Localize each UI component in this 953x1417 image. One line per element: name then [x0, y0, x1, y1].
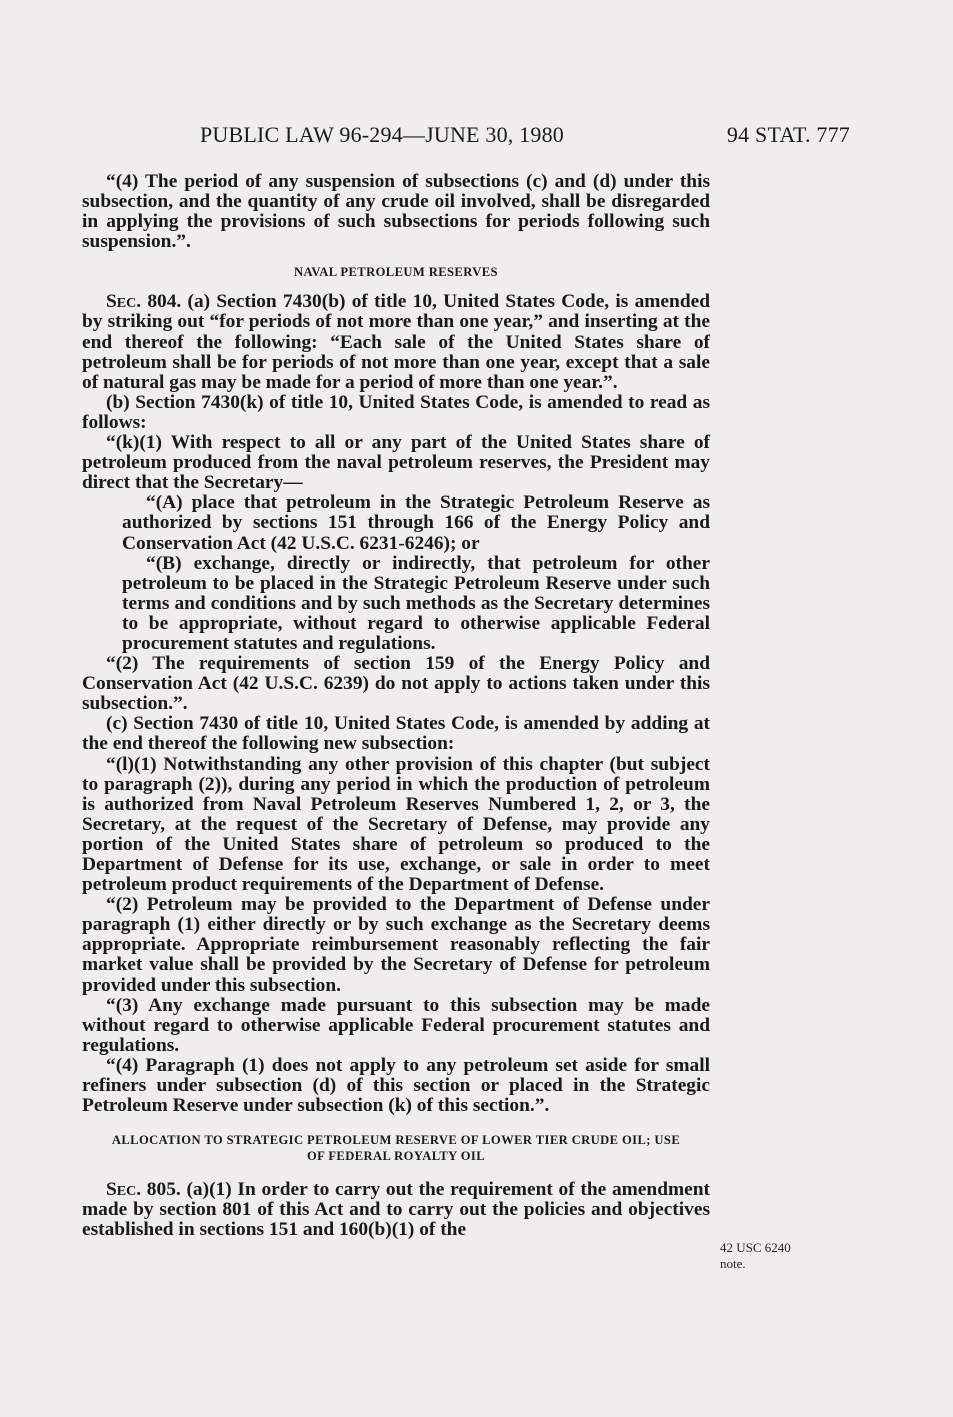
section-heading-allocation: ALLOCATION TO STRATEGIC PETROLEUM RESERVE OF LOWER TIER CRUDE OIL; USE OF FEDERAL ROYALTY OIL [111, 1133, 681, 1164]
margin-note-suffix: note. [720, 1256, 746, 1271]
margin-note [720, 1240, 791, 1272]
paragraph-indented: “(B) exchange, directly or indirectly, that petroleum for other petroleum to be placed in the Strategic Petroleum Reserve under such terms and conditions and by such methods as the Secretary determines to be appropriate, without regard to otherwise applicable Federal procurement statutes and regulations. [122, 552, 710, 654]
paragraph-sec-804 [82, 292, 710, 392]
section-label: Sec. [106, 291, 142, 313]
header-title: PUBLIC LAW 96-294—JUNE 30, 1980 [200, 122, 564, 147]
header-stat-page: 94 STAT. 777 [726, 122, 850, 147]
paragraph-indented: “(A) place that petroleum in the Strategic Petroleum Reserve as authorized by sections 151 through 166 of the Energy Policy and Conservation Act (42 U.S.C. 6231-6246); or [122, 492, 710, 554]
section-heading-naval: NAVAL PETROLEUM RESERVES [294, 265, 498, 280]
paragraph: (c) Section 7430 of title 10, United States Code, is amended by adding at the end thereof the following new subsection: [82, 713, 710, 755]
document-body [82, 172, 710, 1241]
section-label: Sec. [106, 1179, 142, 1201]
paragraph-sec-805 [82, 1180, 710, 1240]
margin-note-citation: 42 USC 6240 [720, 1240, 791, 1255]
paragraph: “(k)(1) With respect to all or any part of the United States share of petroleum produced from the naval petroleum reserves, the President may direct that the Secretary— [82, 432, 710, 494]
paragraph: “(2) The requirements of section 159 of the Energy Policy and Conservation Act (42 U.S.C. 6239) do not apply to actions taken under this subsection.”. [82, 653, 710, 715]
paragraph-text: 804. (a) Section 7430(b) of title 10, United States Code, is amended by striking out “for periods of not more than one year,” and inserting at the end thereof the following: “Each sale of the United States share of petroleum shall be for periods of not more than one year, except that a sale of natural gas may be made for a period of more than one year.”. [82, 291, 710, 393]
paragraph: “(3) Any exchange made pursuant to this subsection may be made without regard to otherwise applicable Federal procurement statutes and regulations. [82, 994, 710, 1056]
paragraph: “(2) Petroleum may be provided to the Department of Defense under paragraph (1) either directly or by such exchange as the Secretary deems appropriate. Appropriate reimbursement reasonably reflecting the fair market value shall be provided by the Secretary of Defense for petroleum provided under this subsection. [82, 894, 710, 996]
paragraph: (b) Section 7430(k) of title 10, United States Code, is amended to read as follows: [82, 391, 710, 433]
paragraph: “(4) Paragraph (1) does not apply to any petroleum set aside for small refiners under subsection (d) of this section or placed in the Strategic Petroleum Reserve under subsection (k) of this section.”. [82, 1054, 710, 1117]
paragraph: “(4) The period of any suspension of subsections (c) and (d) under this subsection, and the quantity of any crude oil involved, shall be disregarded in applying the provisions of such subsections for periods following such suspension.”. [82, 171, 710, 253]
paragraph-text: 805. (a)(1) In order to carry out the requirement of the amendment made by section 801 of this Act and to carry out the policies and objectives established in sections 151 and 160(b)(1) of the [82, 1179, 710, 1241]
paragraph: “(l)(1) Notwithstanding any other provision of this chapter (but subject to paragraph (2)), during any period in which the production of petroleum is authorized from Naval Petroleum Reserves Numbered 1, 2, or 3, the Secretary, at the request of the Secretary of Defense, may provide any portion of the United States share of petroleum so produced to the Department of Defense for its use, exchange, or sale in order to meet petroleum product requirements of the Department of Defense. [82, 753, 710, 896]
